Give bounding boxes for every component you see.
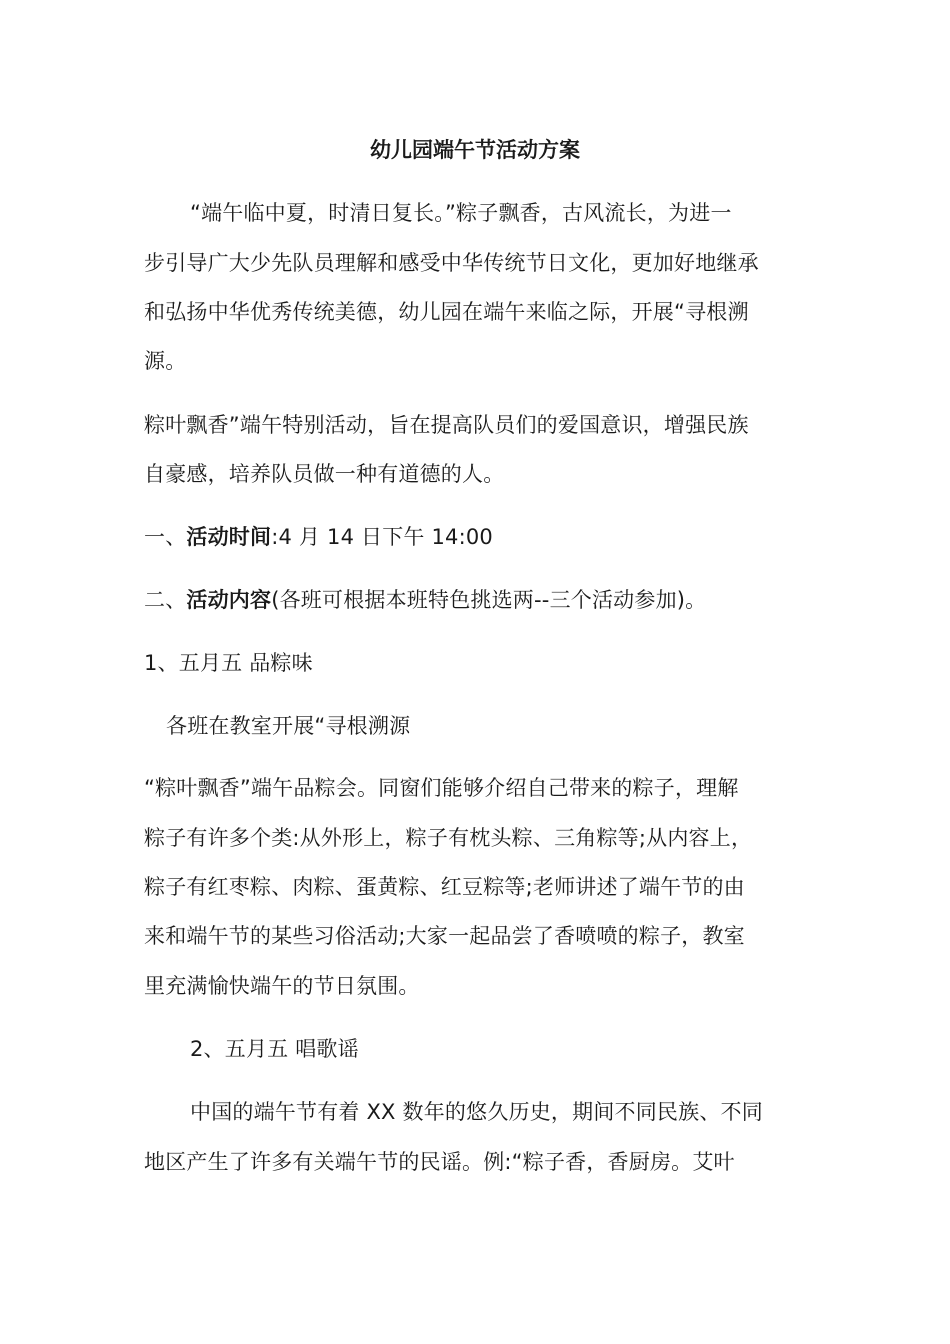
item1-subline: 各班在教室开展“寻根溯源 (166, 714, 411, 738)
section-activity-content (144, 585, 814, 615)
intro-line-4: 源。 (144, 349, 187, 373)
intro-line-2: 步引导广大少先队员理解和感受中华传统节日文化，更加好地继承 (144, 251, 759, 275)
item2-body-line-1: 中国的端午节有着 XX 数年的悠久历史，期间不同民族、不同 (190, 1100, 763, 1124)
item2-heading: 2、五月五 唱歌谣 (190, 1037, 359, 1061)
item1-body-line-5: 里充满愉快端午的节日氛围。 (144, 974, 420, 998)
item1-body-line-2: 粽子有许多个类:从外形上，粽子有枕头粽、三角粽等;从内容上， (144, 826, 753, 850)
section-activity-time (144, 522, 814, 552)
section-number: 二、 (144, 588, 187, 612)
intro-line-1: “端午临中夏，时清日复长。”粽子飘香，古风流长，为进一 (190, 201, 732, 225)
section-number: 一、 (144, 525, 187, 549)
section-value: (各班可根据本班特色挑选两--三个活动参加)。 (271, 588, 707, 612)
item1-body-line-4: 来和端午节的某些习俗活动;大家一起品尝了香喷喷的粽子，教室 (144, 924, 745, 948)
purpose-line-1: 粽叶飘香”端午特别活动，旨在提高队员们的爱国意识，增强民族 (144, 413, 749, 437)
purpose-line-2: 自豪感，培养队员做一种有道德的人。 (144, 462, 505, 486)
item1-heading: 1、五月五 品粽味 (144, 651, 313, 675)
item1-body-line-3: 粽子有红枣粽、肉粽、蛋黄粽、红豆粽等;老师讲述了端午节的由 (144, 875, 745, 899)
intro-line-3: 和弘扬中华优秀传统美德，幼儿园在端午来临之际，开展“寻根溯 (144, 300, 749, 324)
section-value: :4 月 14 日下午 14:00 (271, 525, 493, 549)
section-label: 活动时间 (186, 525, 272, 549)
document-title: 幼儿园端午节活动方案 (370, 138, 580, 162)
item1-body-line-1: “粽叶飘香”端午品粽会。同窗们能够介绍自己带来的粽子，理解 (144, 776, 739, 800)
item2-body-line-2: 地区产生了许多有关端午节的民谣。例:“粽子香，香厨房。艾叶 (144, 1150, 735, 1174)
section-label: 活动内容 (186, 588, 272, 612)
